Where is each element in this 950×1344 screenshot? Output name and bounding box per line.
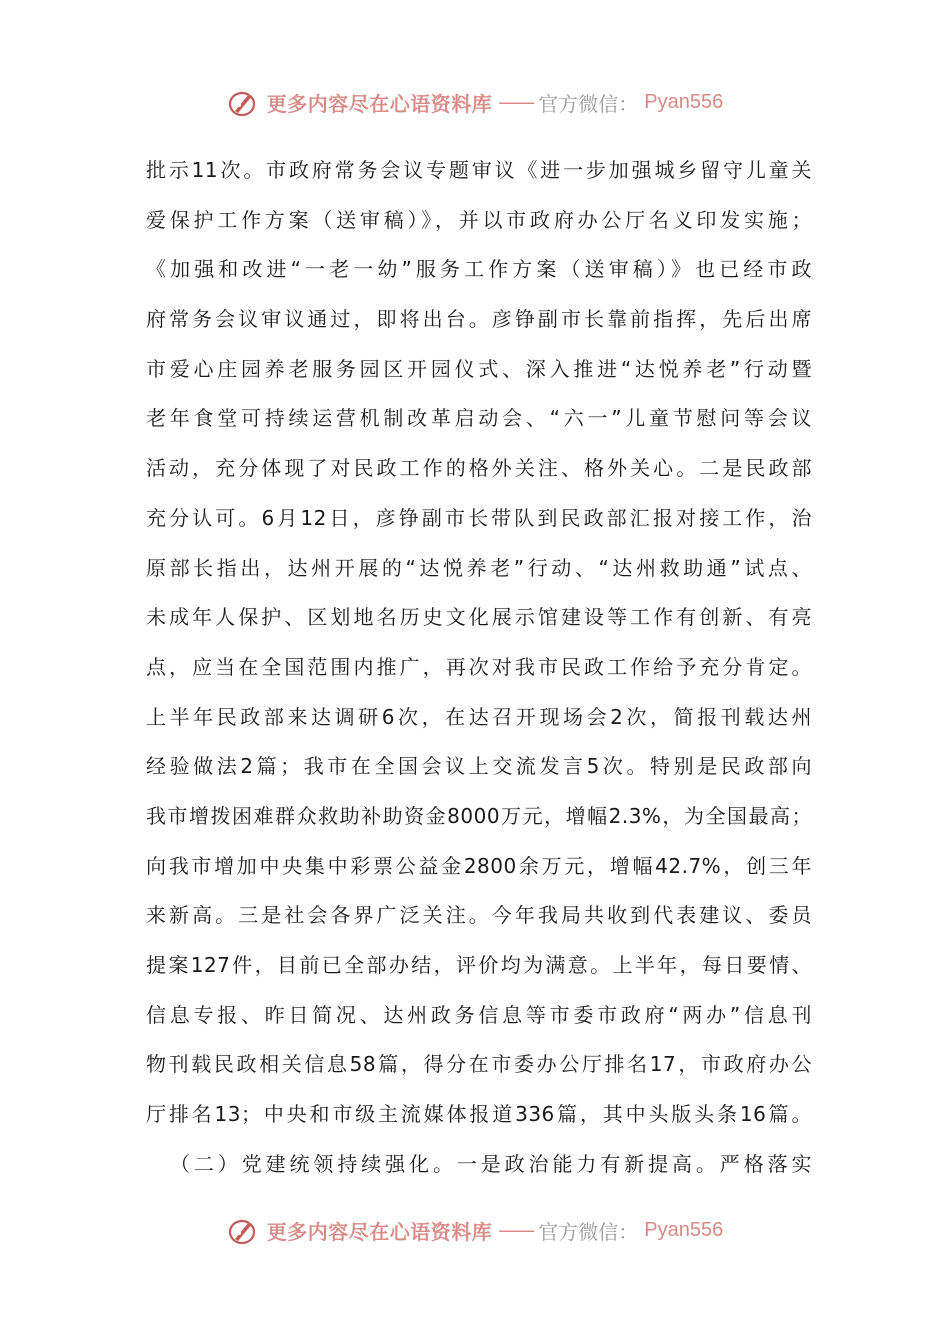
banner-dash: ——	[498, 90, 533, 114]
text-line: 上半年民政部来达调研6次，在达召开现场会2次，简报刊载达州	[146, 704, 812, 729]
text-line: 我市增拨困难群众救助补助资金8000万元，增幅2.3%，为全国最高；	[146, 803, 812, 828]
text-line: 来新高。三是社会各界广泛关注。今年我局共收到代表建议、委员	[146, 903, 812, 928]
text-line: 向我市增加中央集中彩票公益金2800余万元，增幅42.7%，创三年	[146, 853, 812, 878]
banner-title: 更多内容尽在心语资料库	[266, 1219, 493, 1244]
banner-wechat-id: Pyan556	[644, 1218, 724, 1241]
text-line: 爱保护工作方案（送审稿）》，并以市政府办公厅名义印发实施；	[146, 207, 812, 232]
text-line: 原部长指出，达州开展的“达悦养老”行动、“达州救助通”试点、	[146, 555, 812, 580]
banner-wechat-label: 官方微信：	[538, 1219, 639, 1244]
footer-watermark-banner	[0, 1210, 950, 1250]
text-line: 充分认可。6月12日，彦铮副市长带队到民政部汇报对接工作，治	[146, 505, 812, 530]
text-line: 点，应当在全国范围内推广，再次对我市民政工作给予充分肯定。	[146, 654, 812, 679]
text-line: 《加强和改进“一老一幼”服务工作方案（送审稿）》也已经市政	[146, 257, 812, 282]
text-line: 经验做法2篇；我市在全国会议上交流发言5次。特别是民政部向	[146, 754, 812, 779]
banner-wechat-label: 官方微信：	[538, 91, 639, 116]
text-line: 信息专报、昨日简况、达州政务信息等市委市政府“两办”信息刊	[146, 1002, 812, 1027]
banner-dash: ——	[498, 1218, 533, 1242]
banner-wechat-id: Pyan556	[644, 90, 724, 113]
pen-nib-logo-icon	[227, 1213, 261, 1247]
section-heading-line: （二）党建统领持续强化。一是政治能力有新提高。严格落实	[170, 1151, 812, 1176]
text-line: 府常务会议审议通过，即将出台。彦铮副市长靠前指挥，先后出席	[146, 307, 812, 332]
banner-title: 更多内容尽在心语资料库	[266, 91, 493, 116]
text-line: 未成年人保护、区划地名历史文化展示馆建设等工作有创新、有亮	[146, 605, 812, 630]
pen-nib-logo-icon	[227, 85, 261, 119]
text-line: 老年食堂可持续运营机制改革启动会、“六一”儿童节慰问等会议	[146, 406, 812, 431]
text-line: 批示11次。市政府常务会议专题审议《进一步加强城乡留守儿童关	[146, 158, 812, 182]
text-line: 市爱心庄园养老服务园区开园仪式、深入推进“达悦养老”行动暨	[146, 356, 812, 381]
text-line: 物刊载民政相关信息58篇，得分在市委办公厅排名17，市政府办公	[146, 1052, 812, 1077]
text-line: 活动，充分体现了对民政工作的格外关注、格外关心。二是民政部	[146, 456, 812, 481]
text-line: 厅排名13；中央和市级主流媒体报道336篇，其中头版头条16篇。	[146, 1102, 812, 1127]
text-line: 提案127件，目前已全部办结，评价均为满意。上半年，每日要情、	[146, 953, 812, 977]
header-watermark-banner	[0, 82, 950, 122]
body-text	[146, 146, 812, 1189]
